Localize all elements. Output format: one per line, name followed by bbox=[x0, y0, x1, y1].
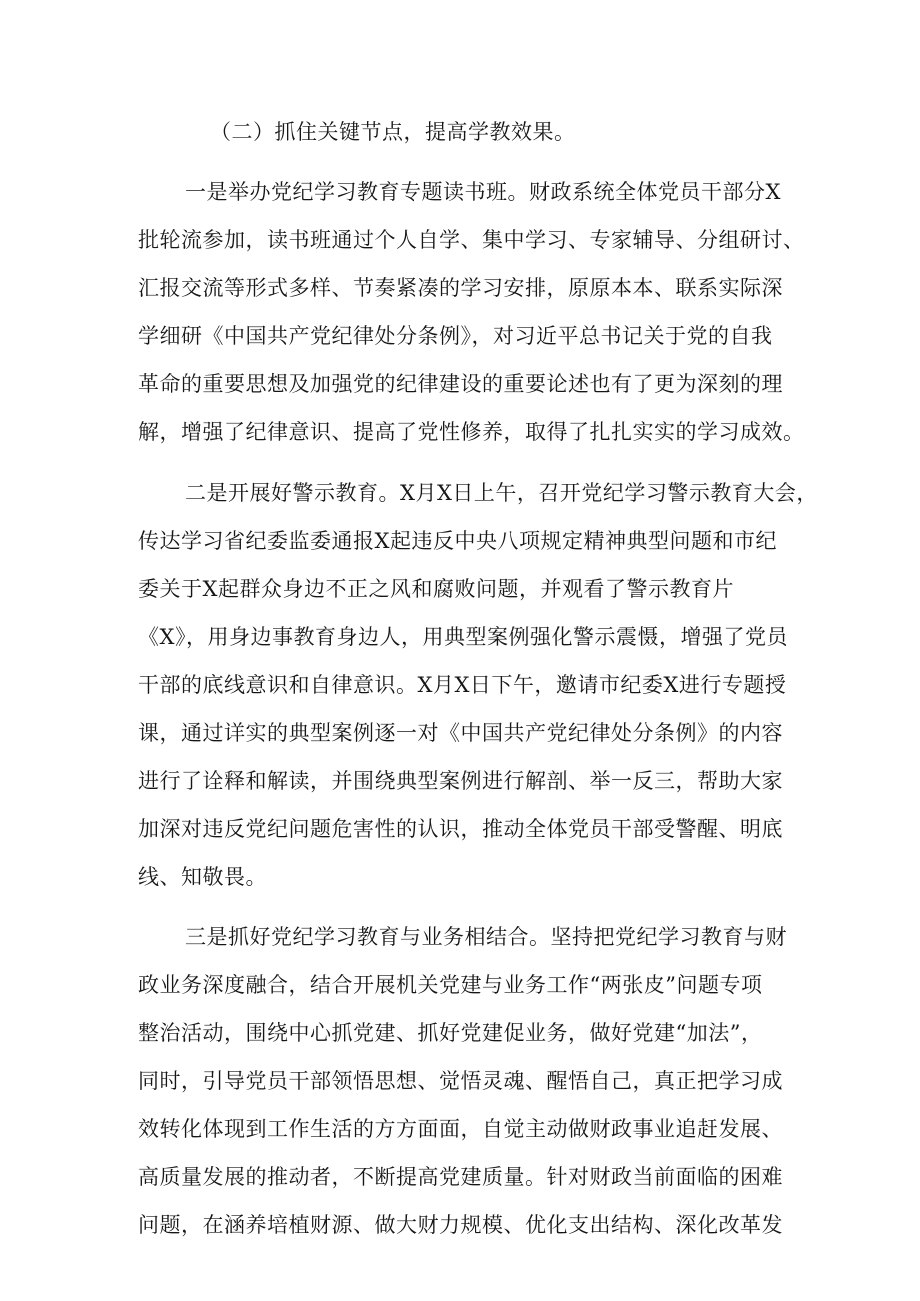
paragraph-line: 汇报交流等形式多样、节奏紧凑的学习安排，原原本本、联系实际深 bbox=[138, 276, 783, 300]
paragraph-line: 高质量发展的推动者，不断提高党建质量。针对财政当前面临的困难 bbox=[138, 1165, 783, 1189]
paragraph-line: 问题，在涵养培植财源、做大财力规模、优化支出结构、深化改革发 bbox=[138, 1213, 783, 1237]
paragraph-line: 整治活动，围绕中心抓党建、抓好党建促业务，做好党建“加法”， bbox=[138, 1021, 763, 1045]
paragraph-line: 政业务深度融合，结合开展机关党建与业务工作“两张皮”问题专项 bbox=[138, 973, 763, 997]
paragraph-line: 一是举办党纪学习教育专题读书班。财政系统全体党员干部分X bbox=[185, 180, 781, 204]
paragraph-line: 委关于X起群众身边不正之风和腐败问题，并观看了警示教育片 bbox=[138, 577, 734, 601]
paragraph-line: 同时，引导党员干部领悟思想、觉悟灵魂、醒悟自己，真正把学习成 bbox=[138, 1069, 783, 1093]
paragraph-line: 学细研《中国共产党纪律处分条例》，对习近平总书记关于党的自我 bbox=[138, 324, 773, 348]
paragraph-line: 课，通过详实的典型案例逐一对《中国共产党纪律处分条例》的内容 bbox=[138, 721, 783, 745]
paragraph-line: 二是开展好警示教育。X月X日上午，召开党纪学习警示教育大会， bbox=[185, 481, 818, 505]
paragraph-line: 《X》，用身边事教育身边人，用典型案例强化警示震慑，增强了党员 bbox=[138, 625, 788, 649]
paragraph-line: 加深对违反党纪问题危害性的认识，推动全体党员干部受警醒、明底 bbox=[138, 817, 783, 841]
paragraph-line: 批轮流参加，读书班通过个人自学、集中学习、专家辅导、分组研讨、 bbox=[138, 228, 805, 252]
paragraph-line: 线、知敬畏。 bbox=[138, 865, 267, 889]
paragraph-line: 效转化体现到工作生活的方方面面，自觉主动做财政事业追赶发展、 bbox=[138, 1117, 783, 1141]
paragraph-line: 干部的底线意识和自律意识。X月X日下午，邀请市纪委X进行专题授 bbox=[138, 673, 787, 697]
paragraph-line: 三是抓好党纪学习教育与业务相结合。坚持把党纪学习教育与财 bbox=[185, 925, 787, 949]
paragraph-line: 传达学习省纪委监委通报X起违反中央八项规定精神典型问题和市纪 bbox=[138, 529, 777, 553]
paragraph-line: 革命的重要思想及加强党的纪律建设的重要论述也有了更为深刻的理 bbox=[138, 372, 783, 396]
section-heading: （二）抓住关键节点，提高学教效果。 bbox=[210, 120, 576, 144]
paragraph-line: 进行了诠释和解读，并围绕典型案例进行解剖、举一反三，帮助大家 bbox=[138, 769, 783, 793]
paragraph-line: 解，增强了纪律意识、提高了党性修养，取得了扎扎实实的学习成效。 bbox=[138, 420, 805, 444]
